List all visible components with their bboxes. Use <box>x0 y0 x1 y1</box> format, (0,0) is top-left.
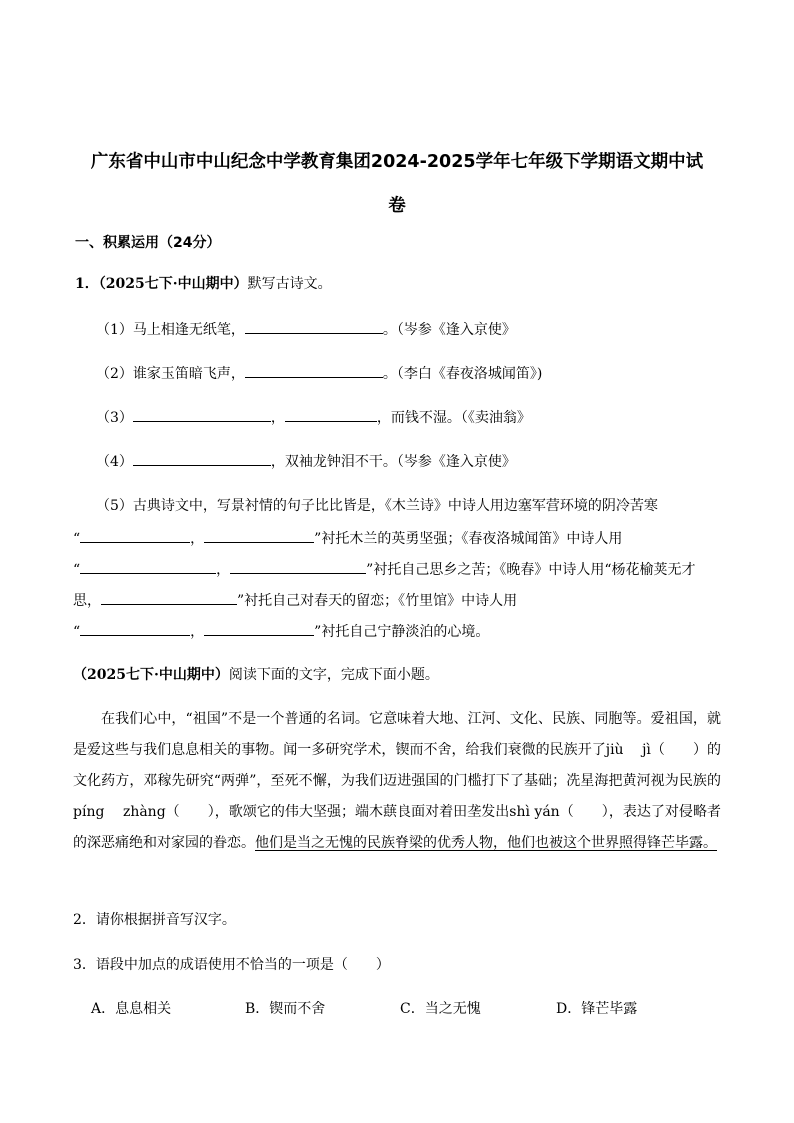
item-text: ”衬托自己对春天的留恋；《竹里馆》中诗人用 <box>237 593 518 609</box>
item-text: 谁家玉笛暗飞声， <box>132 366 245 382</box>
q1-item-5-line-2 <box>73 527 622 549</box>
item-label: （4） <box>96 454 133 470</box>
answer-blank[interactable] <box>101 589 237 605</box>
answer-blank[interactable] <box>245 362 383 378</box>
reading-passage <box>73 704 721 859</box>
quote-mark: “ <box>73 531 81 547</box>
option-text: 当之无愧 <box>424 1001 481 1017</box>
q1-item-5-line-1 <box>96 496 658 516</box>
comma: ， <box>216 562 231 578</box>
item-text: 古典诗文中，写景衬情的句子比比皆是，《木兰诗》中诗人用边塞军营环境的阴冷苦寒 <box>132 498 658 514</box>
question-text: 语段中加点的成语使用不恰当的一项是（ ） <box>95 957 390 973</box>
question-number: 1． <box>75 276 99 292</box>
question-text: 请你根据拼音写汉字。 <box>95 912 236 928</box>
passage-source: （2025七下·中山期中） <box>73 667 229 683</box>
underlined-sentence: 他们是当之无愧的民族脊梁的优秀人物，他们也被这个世界照得锋芒毕露。 <box>255 835 717 851</box>
q1-item-3 <box>96 406 531 428</box>
q1-item-5-line-5 <box>73 620 489 642</box>
q1-item-5-line-4 <box>73 589 517 611</box>
q1-item-4 <box>96 450 516 472</box>
answer-blank[interactable] <box>204 620 314 636</box>
comma: ， <box>190 531 205 547</box>
item-text: 。（李白《春夜洛城闻笛》) <box>382 366 543 382</box>
option-a[interactable] <box>91 998 171 1018</box>
answer-blank[interactable] <box>204 527 314 543</box>
option-key: D． <box>556 1001 582 1017</box>
item-text: ”衬托自己宁静淡泊的心境。 <box>314 624 490 640</box>
q1-item-2 <box>96 362 542 384</box>
item-label: （5） <box>96 498 133 514</box>
q1-item-5-line-3 <box>73 558 696 580</box>
title-line-2: 卷 <box>388 196 406 216</box>
answer-blank[interactable] <box>245 318 383 334</box>
title-line-1: 广东省中山市中山纪念中学教育集团2024-2025学年七年级下学期语文期中试 <box>90 152 704 172</box>
answer-blank[interactable] <box>133 406 271 422</box>
option-c[interactable] <box>400 998 481 1018</box>
question-2 <box>73 910 236 930</box>
item-text: ”衬托木兰的英勇坚强；《春夜洛城闻笛》中诗人用 <box>314 531 623 547</box>
passage-header <box>73 665 439 685</box>
option-text: 息息相关 <box>115 1001 172 1017</box>
answer-blank[interactable] <box>80 558 216 574</box>
passage-text: 在我们心中，“祖国”不是一个普通的名词。它意味着大地、江河、文化、民族、同胞等。爱祖国，就是爱这些与我们息息相关的事物。闻一多研究学术，锲而不舍，给我们衰微的民族开了jiù jì（ ）的文化药方，邓稼先研究“两弹”，至死不懈，为我们迈进强国的门槛打下了基础；冼星海把黄河视为民族的píng zhàng（ ），歌颂它的伟大坚强；端木蕻良面对着田垄发出shì yán（ ），表达了对侵略者的深恶痛绝和对家园的眷恋。 <box>73 711 721 851</box>
item-text: ，而钱不湿。（《卖油翁》 <box>376 410 531 426</box>
question-source: （2025七下·中山期中） <box>98 276 248 292</box>
answer-blank[interactable] <box>230 558 366 574</box>
option-text: 锋芒毕露 <box>581 1001 638 1017</box>
question-1-header <box>75 274 332 294</box>
item-text: 。（岑参《逢入京使》 <box>382 322 516 338</box>
quote-mark: “ <box>73 624 81 640</box>
question-3 <box>73 955 390 975</box>
option-d[interactable] <box>556 998 637 1018</box>
section-heading: 一、积累运用（24分） <box>75 235 221 251</box>
item-text: 思， <box>73 593 101 609</box>
answer-blank[interactable] <box>285 406 377 422</box>
item-label: （2） <box>96 366 133 382</box>
option-key: B． <box>245 1001 270 1017</box>
exam-title <box>60 140 734 228</box>
answer-blank[interactable] <box>133 450 271 466</box>
option-key: A． <box>91 1001 116 1017</box>
option-text: 锲而不舍 <box>269 1001 326 1017</box>
comma: ， <box>190 624 205 640</box>
answer-blank[interactable] <box>80 527 190 543</box>
item-label: （1） <box>96 322 133 338</box>
item-text: ，双袖龙钟泪不干。（岑参《逢入京使》 <box>270 454 516 470</box>
item-text: ， <box>270 410 285 426</box>
option-b[interactable] <box>245 998 325 1018</box>
question-number: 3． <box>73 957 96 973</box>
item-label: （3） <box>96 410 133 426</box>
quote-mark: “ <box>73 562 81 578</box>
question-prompt: 默写古诗文。 <box>247 276 332 292</box>
answer-blank[interactable] <box>80 620 190 636</box>
option-key: C． <box>400 1001 425 1017</box>
q1-item-1 <box>96 318 516 340</box>
question-number: 2． <box>73 912 96 928</box>
passage-intro: 阅读下面的文字，完成下面小题。 <box>228 667 439 683</box>
item-text: 马上相逢无纸笔， <box>132 322 245 338</box>
item-text: ”衬托自己思乡之苦；《晚春》中诗人用“杨花榆荚无才 <box>366 562 696 578</box>
